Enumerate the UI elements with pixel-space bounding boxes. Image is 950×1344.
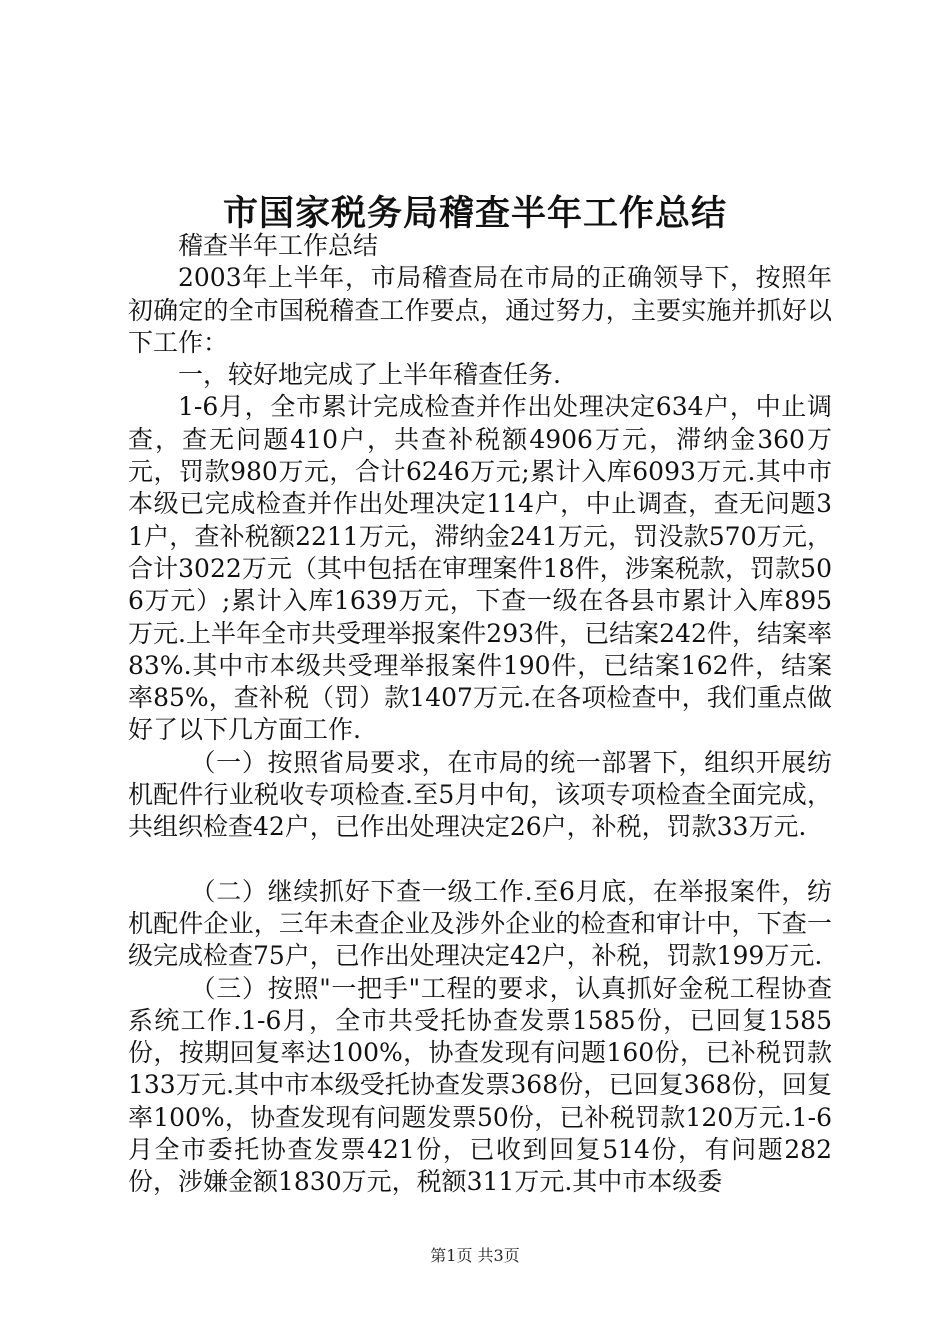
paragraph-intro: 2003年上半年，市局稽查局在市局的正确领导下，按照年初确定的全市国税稽查工作要点，通过努力，主要实施并抓好以下工作：: [128, 263, 832, 357]
paragraph-item-2: （二）继续抓好下查一级工作.至6月底，在举报案件，纺机配件企业，三年未查企业及涉外企业的检查和审计中，下查一级完成检查75户，已作出处理决定42户，补税，罚款199万元.: [128, 876, 832, 971]
paragraph-item-3: （三）按照"一把手"工程的要求，认真抓好金税工程协查系统工作.1-6月，全市共受托协查发票1585份，已回复1585份，按期回复率达100%，协查发现有问题160份，已补税罚款133万元.其中市本级受托协查发票368份，已回复368份，回复率100%，协查发现有问题发票50份，已补税罚款120万元.1-6月全市委托协查发票421份，已收到回复514份，有问题282份，涉嫌金额1830万元，税额311万元.其中市本级委: [128, 973, 832, 1197]
paragraph-item-1: （一）按照省局要求，在市局的统一部署下，组织开展纺机配件行业税收专项检查.至5月中旬，该项专项检查全面完成，共组织检查42户，已作出处理决定26户，补税，罚款33万元.: [128, 747, 832, 842]
document-body: [128, 230, 832, 1199]
paragraph-section-one: 一，较好地完成了上半年稽查任务.: [178, 360, 561, 390]
page-number: 第1页 共3页: [430, 1246, 520, 1265]
paragraph-spacer: [128, 844, 832, 876]
paragraph-statistics: 1-6月，全市累计完成检查并作出处理决定634户，中止调查，查无问题410户，共查补税额4906万元，滞纳金360万元，罚款980万元，合计6246万元;累计入库6093万元.其中市本级已完成检查并作出处理决定114户，中止调查，查无问题31户，查补税额2211万元，滞纳金241万元，罚没款570万元，合计3022万元（其中包括在审理案件18件，涉案税款，罚款506万元）;累计入库1639万元，下查一级在各县市累计入库895万元.上半年全市共受理举报案件293件，已结案242件，结案率83%.其中市本级共受理举报案件190件，已结案162件，结案率85%，查补税（罚）款1407万元.在各项检查中，我们重点做好了以下几方面工作.: [128, 392, 832, 745]
document-title: 市国家税务局稽查半年工作总结: [222, 193, 727, 234]
paragraph-subtitle: 稽查半年工作总结: [178, 231, 379, 260]
